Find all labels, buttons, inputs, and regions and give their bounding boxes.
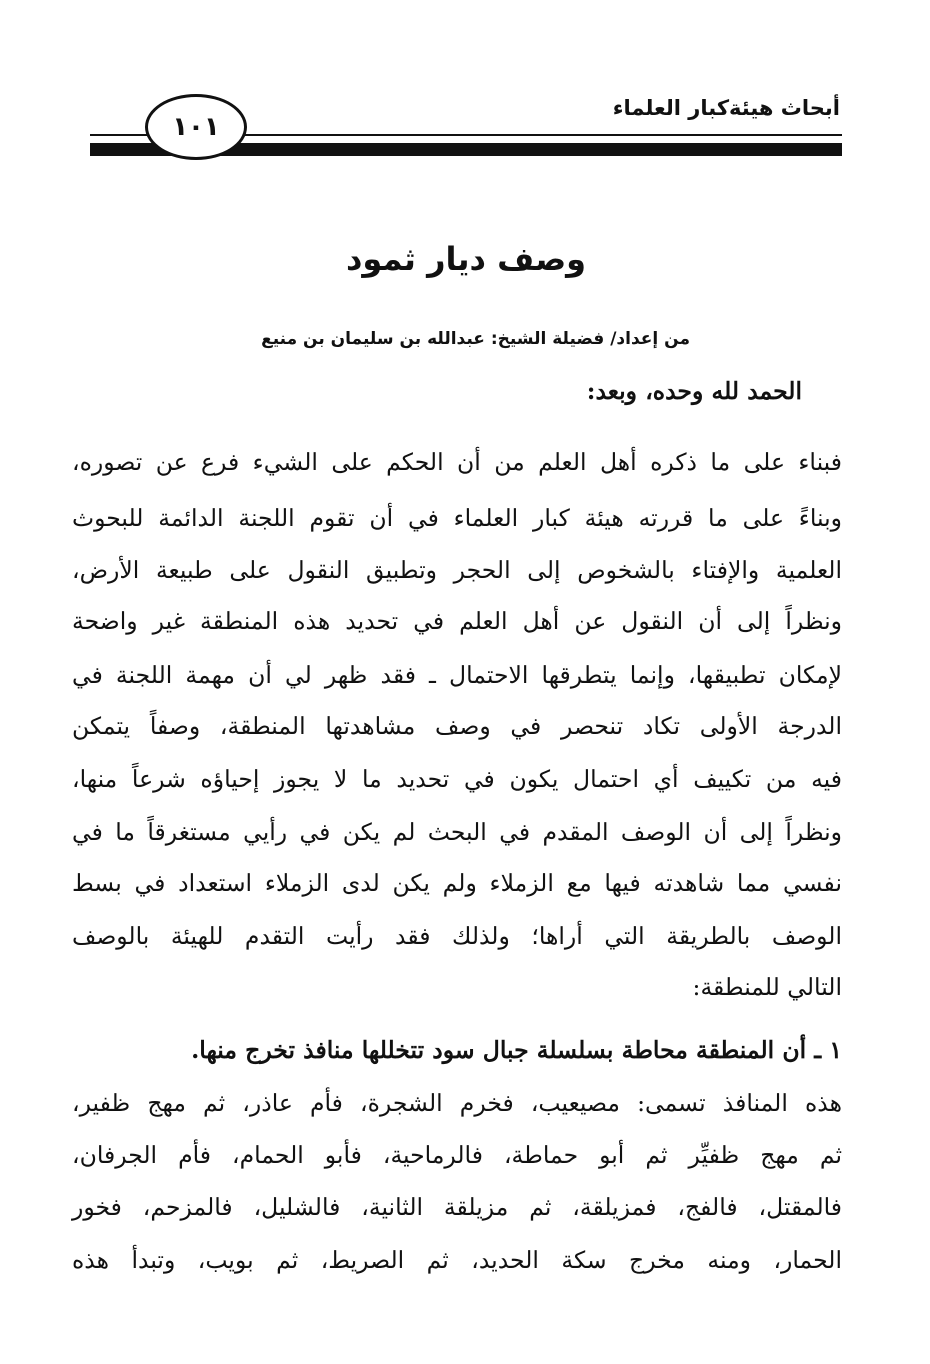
page-number-oval	[145, 94, 247, 160]
paragraph1-line: العلمية والإفتاء بالشخوص إلى الحجر وتطبيق النقول على طبيعة الأرض،	[72, 556, 842, 584]
paragraph1-line: ونظراً إلى أن النقول عن أهل العلم في تحديد هذه المنطقة غير واضحة	[72, 607, 842, 635]
paragraph1-line: الوصف بالطريقة التي أراها؛ ولذلك فقد رأيت التقدم للهيئة بالوصف	[72, 922, 842, 950]
paragraph1-line: الدرجة الأولى تكاد تنحصر في وصف مشاهدتها المنطقة، وصفاً يتمكن	[72, 712, 842, 740]
paragraph2-line: الحمار، ومنه مخرج سكة الحديد، ثم الصريط، ثم بويب، وتبدأ هذه	[72, 1246, 842, 1274]
paragraph1-line: ونظراً إلى أن الوصف المقدم في البحث لم يكن في رأيي مستغرقاً ما في	[72, 818, 842, 846]
paragraph1-line: لإمكان تطبيقها، وإنما يتطرقها الاحتمال ـ فقد ظهر لي أن مهمة اللجنة في	[72, 661, 842, 689]
author-byline: من إعداد/ فضيلة الشيخ: عبدالله بن سليمان بن منيع	[261, 329, 690, 349]
article-title: وصف ديار ثمود	[345, 240, 587, 278]
running-title: أبحاث هيئةكبار العلماء	[612, 96, 840, 120]
paragraph1-line: فيه من تكييف أي احتمال يكون في تحديد ما لا يجوز إحياؤه شرعاً منها،	[72, 765, 842, 793]
paragraph1-line: نفسي مما شاهدته فيها مع الزملاء ولم يكن لدى الزملاء استعداد في بسط	[72, 869, 842, 897]
paragraph1-line: التالي للمنطقة:	[692, 973, 842, 1001]
paragraph1-line: وبناءً على ما قررته هيئة كبار العلماء في أن تقوم اللجنة الدائمة للبحوث	[72, 504, 842, 532]
paragraph2-line: ثم مهج ظفيِّر ثم أبو حماطة، فالرماحية، فأبو الحمام، فأم الجرفان،	[72, 1141, 842, 1169]
paragraph1-line: فبناء على ما ذكره أهل العلم من أن الحكم على الشيء فرع عن تصوره،	[72, 448, 842, 476]
opening-line: الحمد لله وحده، وبعد:	[586, 377, 802, 405]
point-1: ١ ـ أن المنطقة محاطة بسلسلة جبال سود تتخللها منافذ تخرج منها.	[191, 1036, 842, 1064]
paragraph2-line: هذه المنافذ تسمى: مصيعيب، فخرم الشجرة، فأم عاذر، ثم مهج ظفير،	[72, 1089, 842, 1117]
page-number: ١٠١	[172, 112, 220, 142]
paragraph2-line: فالمقتل، فالفج، فمزيلقة، ثم مزيلقة الثانية، فالشليل، فالمزحم، فخور	[72, 1193, 842, 1221]
